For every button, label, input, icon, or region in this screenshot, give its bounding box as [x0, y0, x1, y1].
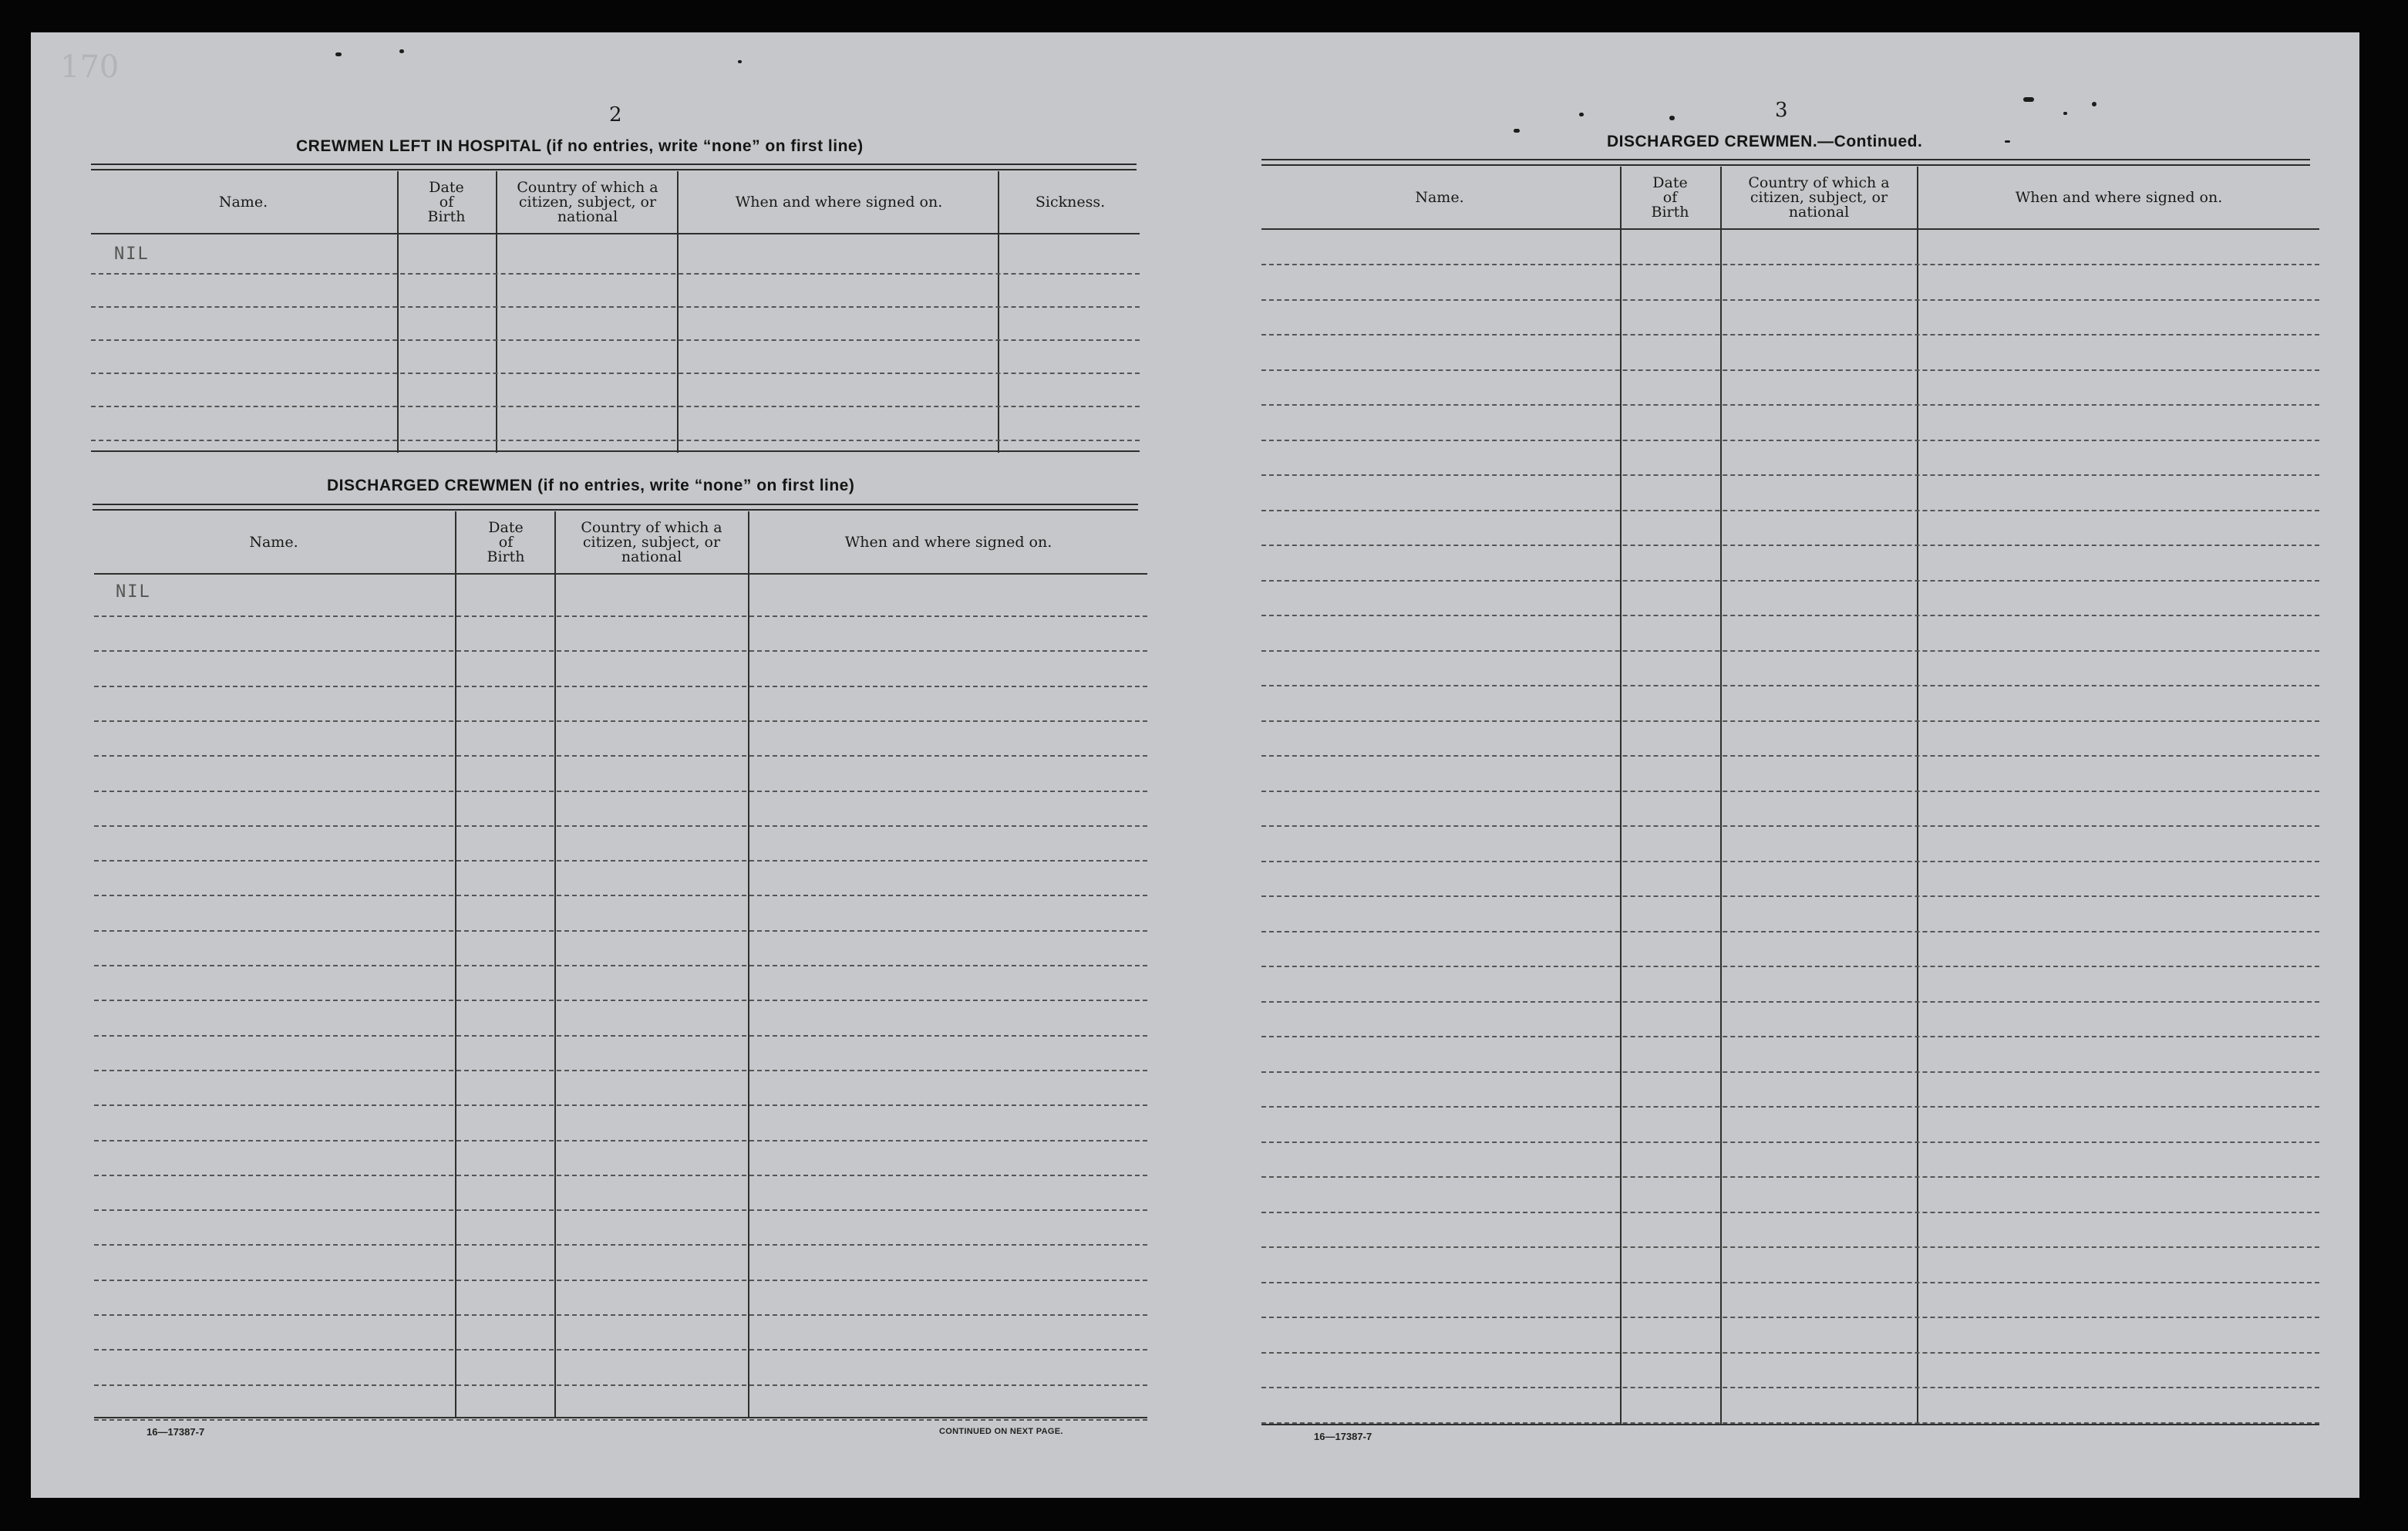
page-number-right: 3 [1775, 99, 1788, 122]
entry-row-line [1261, 791, 2319, 792]
entry-row-line [94, 965, 1147, 966]
entry-row-line [1261, 474, 2319, 476]
faint-page-mark: 170 [60, 49, 120, 85]
header-country: Country of which a citizen, subject, or national [581, 518, 722, 565]
discharged-first-entry: NIL [116, 582, 151, 602]
continued-table-title: DISCHARGED CREWMEN.—Continued. [1607, 133, 1923, 150]
entry-row-line [91, 306, 1140, 308]
entry-row-line [91, 339, 1140, 341]
entry-row-line [1261, 1387, 2319, 1388]
column-divider [496, 171, 497, 453]
entry-row-line [94, 686, 1147, 687]
ink-speck [1669, 116, 1675, 120]
entry-row-line [94, 615, 1147, 617]
header-date-of-birth: Date of Birth [427, 178, 466, 225]
entry-row-line [1261, 1106, 2319, 1108]
entry-row-line [94, 1209, 1147, 1211]
column-divider [397, 171, 399, 453]
document-sheet [31, 32, 2359, 1498]
table-bottom-rule [91, 450, 1140, 452]
entry-row-line [1261, 1001, 2319, 1003]
continued-title-rule [1261, 159, 2310, 166]
entry-row-line [1261, 580, 2319, 582]
table-bottom-rule [1261, 1424, 2319, 1425]
page-number-left: 2 [609, 103, 622, 126]
hospital-table [91, 171, 1140, 487]
header-country: Country of which a citizen, subject, or national [517, 178, 658, 225]
entry-row-line [1261, 755, 2319, 757]
entry-row-line [1261, 1246, 2319, 1248]
entry-row-line [1261, 545, 2319, 546]
ink-speck [1514, 129, 1520, 133]
footer-code-left: 16—17387-7 [147, 1426, 205, 1438]
entry-row-line [94, 1000, 1147, 1001]
entry-row-line [1261, 931, 2319, 932]
entry-row-line [91, 406, 1140, 407]
entry-row-line [94, 1104, 1147, 1106]
entry-row-line [94, 1070, 1147, 1071]
ink-speck [2023, 97, 2034, 102]
column-divider [1620, 167, 1622, 1424]
entry-row-line [1261, 1352, 2319, 1354]
entry-row-line [1261, 1071, 2319, 1073]
ink-speck [2092, 102, 2096, 106]
entry-row-line [1261, 1142, 2319, 1143]
column-divider [677, 171, 679, 453]
ink-speck [738, 60, 742, 63]
hospital-title-rule [91, 164, 1137, 170]
entry-row-line [94, 791, 1147, 792]
hospital-first-entry: NIL [114, 244, 150, 264]
header-signed-on: When and where signed on. [2015, 188, 2223, 206]
entry-row-line [1261, 966, 2319, 967]
header-date-of-birth: Date of Birth [487, 518, 525, 565]
entry-row-line [94, 825, 1147, 827]
footer-code-right: 16—17387-7 [1314, 1431, 1372, 1442]
entry-row-line [1261, 825, 2319, 827]
table-bottom-rule [94, 1417, 1147, 1418]
header-sickness: Sickness. [1035, 193, 1106, 211]
entry-row-line [94, 860, 1147, 862]
entry-row-line [1261, 1176, 2319, 1178]
entry-row-line [1261, 615, 2319, 616]
entry-row-line [1261, 264, 2319, 265]
ink-speck [335, 52, 342, 56]
entry-row-line [91, 373, 1140, 374]
discharged-table-title: DISCHARGED CREWMEN (if no entries, write “none” on first line) [327, 477, 855, 494]
entry-row-line [1261, 895, 2319, 897]
discharged-title-rule [93, 504, 1138, 511]
entry-row-line [94, 895, 1147, 896]
footer-continued-note: CONTINUED ON NEXT PAGE. [939, 1427, 1063, 1436]
entry-row-line [91, 273, 1140, 275]
entry-row-line [94, 1280, 1147, 1281]
entry-row-line [94, 1035, 1147, 1037]
column-divider [1917, 167, 1918, 1424]
entry-row-line [1261, 369, 2319, 371]
entry-row-line [1261, 685, 2319, 686]
entry-row-line [94, 930, 1147, 932]
header-date-of-birth: Date of Birth [1651, 174, 1689, 221]
entry-row-line [1261, 861, 2319, 862]
entry-row-line [1261, 1036, 2319, 1037]
discharged-table [94, 511, 1147, 1452]
entry-row-line [94, 1175, 1147, 1176]
entry-row-line [1261, 650, 2319, 652]
entry-row-line [91, 440, 1140, 441]
header-name: Name. [249, 533, 298, 551]
entry-row-line [1261, 1317, 2319, 1318]
header-name: Name. [218, 193, 268, 211]
entry-row-line [1261, 299, 2319, 301]
header-signed-on: When and where signed on. [735, 193, 943, 211]
column-divider [1720, 167, 1722, 1424]
ink-speck [399, 49, 404, 53]
header-signed-on: When and where signed on. [844, 533, 1052, 551]
entry-row-line [1261, 404, 2319, 406]
entry-row-line [94, 1140, 1147, 1142]
entry-row-line [1261, 1212, 2319, 1213]
entry-row-line [1261, 334, 2319, 336]
entry-row-line [94, 1419, 1147, 1421]
header-rule [1261, 228, 2319, 230]
entry-row-line [94, 1349, 1147, 1351]
hospital-table-title: CREWMEN LEFT IN HOSPITAL (if no entries, write “none” on first line) [296, 137, 864, 155]
entry-row-line [1261, 720, 2319, 722]
ink-speck [1579, 113, 1584, 116]
entry-row-line [94, 1384, 1147, 1386]
ink-speck [2063, 112, 2067, 115]
header-country: Country of which a citizen, subject, or national [1748, 174, 1890, 221]
entry-row-line [1261, 440, 2319, 441]
entry-row-line [1261, 1282, 2319, 1283]
entry-row-line [94, 650, 1147, 652]
column-divider [998, 171, 999, 453]
header-rule [91, 233, 1140, 234]
entry-row-line [94, 720, 1147, 722]
ink-speck [2005, 140, 2010, 143]
discharged-continued-table [1261, 167, 2319, 1462]
entry-row-line [94, 1314, 1147, 1316]
header-name: Name. [1415, 188, 1464, 206]
header-rule [94, 573, 1147, 575]
entry-row-line [94, 1244, 1147, 1246]
entry-row-line [1261, 510, 2319, 511]
entry-row-line [94, 755, 1147, 757]
